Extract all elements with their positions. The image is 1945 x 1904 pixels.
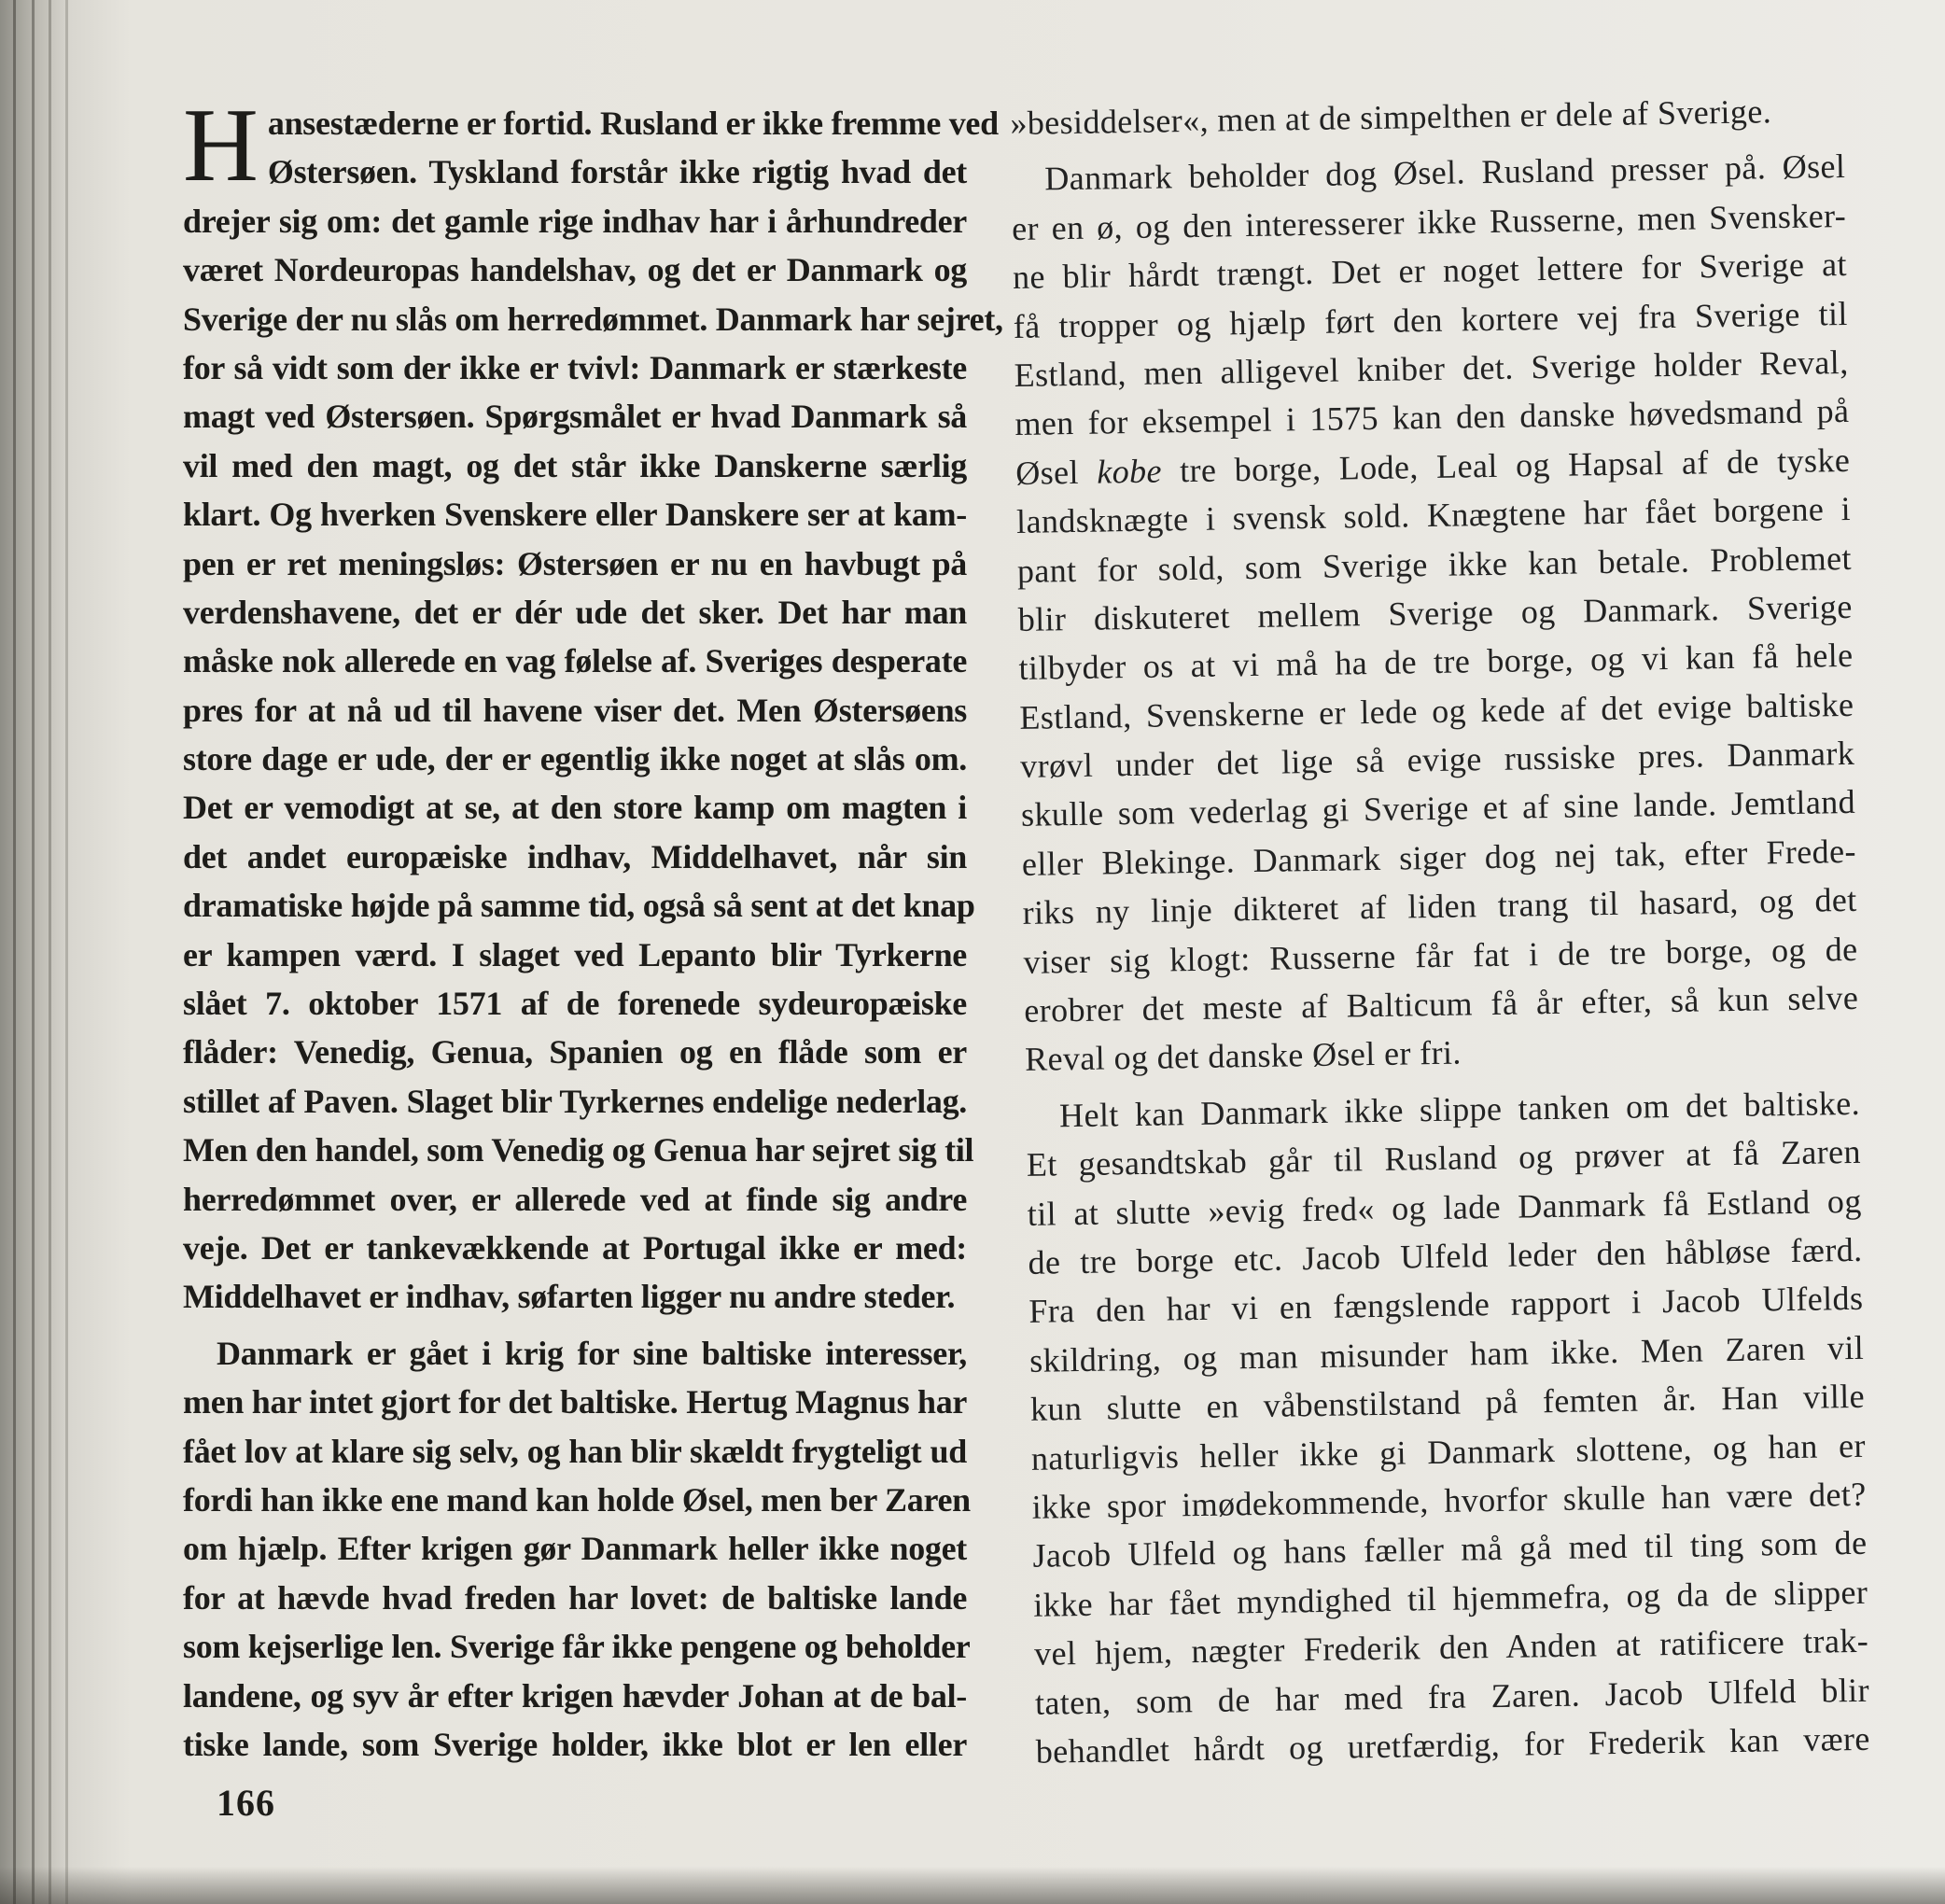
text-line: pant for sold, som Sverige ikke kan betale. Problemet xyxy=(1016,539,1853,590)
left-text-column xyxy=(183,88,1003,1769)
text-line: naturligvis heller ikke gi Danmark slottene, og han er xyxy=(1030,1426,1867,1477)
text-line: Jacob Ulfeld og hans fæller må gå med til ting som de xyxy=(1032,1524,1868,1575)
text-line: tiske lande, som Sverige holder, ikke blot er len eller xyxy=(183,1725,967,1763)
text-line: store dage er ude, der er egentlig ikke noget at slås om. xyxy=(183,740,967,778)
text-line: det andet europæiske indhav, Middelhavet, når sin xyxy=(183,837,967,875)
text-line: klart. Og hverken Svenskere eller Danskere ser at kam- xyxy=(183,496,967,534)
text-line: stillet af Paven. Slaget blir Tyrkernes endelige nederlag. xyxy=(183,1082,967,1120)
text-line: få tropper og hjælp ført den kortere vej fra Sverige til xyxy=(1013,294,1849,345)
text-line: fordi han ikke ene mand kan holde Øsel, men ber Zaren xyxy=(183,1480,971,1519)
text-line: måske nok allerede en vag følelse af. Sveriges desperate xyxy=(183,642,967,680)
text-line: Et gesandtskab går til Rusland og prøver at få Zaren xyxy=(1026,1133,1862,1184)
text-line: Fra den har vi en fængslende rapport i Jacob Ulfelds xyxy=(1028,1280,1864,1331)
drop-cap: H xyxy=(183,88,259,203)
text-line: er kampen værd. I slaget ved Lepanto blir Tyrkerne xyxy=(183,935,967,973)
text-line: riks ny linje dikteret af liden trang til hasard, og det xyxy=(1022,881,1857,932)
text-line: viser sig klogt: Russerne får fat i de tre borge, og de xyxy=(1023,930,1858,981)
text-line: Danmark er gået i krig for sine baltiske interesser, xyxy=(217,1334,967,1372)
text-line: vel hjem, nægter Frederik den Anden at ratificere trak- xyxy=(1033,1621,1869,1673)
text-line: »besiddelser«, men at de simpelthen er dele af Sverige. xyxy=(1010,92,1772,142)
text-line: Estland, men alligevel kniber det. Sverige holder Reval, xyxy=(1014,343,1849,394)
text-line: Estland, Svenskerne er lede og kede af det evige baltiske xyxy=(1019,685,1854,736)
text-line: men har intet gjort for det baltiske. Hertug Magnus har xyxy=(183,1383,968,1421)
text-line: pen er ret meningsløs: Østersøen er nu en havbugt på xyxy=(183,544,967,582)
text-line: er en ø, og den interesserer ikke Russerne, men Svensker- xyxy=(1011,196,1847,247)
text-line: for så vidt som der ikke er tvivl: Danmark er stærkeste xyxy=(183,348,967,386)
text-line: men for eksempel i 1575 kan den danske høvedsmand på xyxy=(1014,392,1850,443)
text-line: taten, som de har med fra Zaren. Jacob Ulfeld blir xyxy=(1034,1671,1870,1722)
page-shadow xyxy=(0,1867,1945,1904)
text-line: Men den handel, som Venedig og Genua har sejret sig til xyxy=(183,1131,974,1169)
text-line: Det er vemodigt at se, at den store kamp om magten i xyxy=(183,789,967,827)
text-line: pres for at nå ud til havene viser det. Men Østersøens xyxy=(183,691,967,729)
page-edge xyxy=(13,0,16,1904)
text-line: blir diskuteret mellem Sverige og Danmark. Sverige xyxy=(1017,587,1853,638)
text-line: vrøvl under det lige så evige russiske pres. Danmark xyxy=(1019,734,1855,785)
page-edge xyxy=(65,0,68,1904)
text-line: landsknægte i svensk sold. Knægtene har fået borgene i xyxy=(1015,490,1852,541)
right-text-column xyxy=(1010,86,1870,1776)
text-line: ikke har fået myndighed til hjemmefra, og da de slipper xyxy=(1033,1573,1868,1624)
text-line: erobrer det meste af Balticum få år efter, så kun selve xyxy=(1024,978,1859,1029)
text-line: skildring, og man misunder ham ikke. Men Zaren vil xyxy=(1028,1328,1865,1379)
text-line: slået 7. oktober 1571 af de forenede sydeuropæiske xyxy=(183,985,967,1023)
italic-word: kobe xyxy=(1096,452,1163,491)
text-line: skulle som vederlag gi Sverige et af sine lande. Jemtland xyxy=(1020,783,1856,834)
text-line: behandlet hårdt og uretfærdig, for Frederik kan være xyxy=(1035,1719,1871,1771)
text-line: veje. Det er tankevækkende at Portugal ikke er med: xyxy=(183,1228,967,1267)
text-line: Sverige der nu slås om herredømmet. Danmark har sejret, xyxy=(183,300,1003,338)
text-run: Øsel xyxy=(1014,453,1080,492)
text-line: de tre borge etc. Jacob Ulfeld leder den håbløse færd. xyxy=(1028,1230,1863,1281)
text-line: dramatiske højde på samme tid, også så sent at det knap xyxy=(183,887,975,925)
text-line: magt ved Østersøen. Spørgsmålet er hvad Danmark så xyxy=(183,398,967,436)
text-line: ansestæderne er fortid. Rusland er ikke fremme ved xyxy=(267,105,999,142)
page-edge xyxy=(32,0,35,1904)
text-line: herredømmet over, er allerede ved at finde sig andre xyxy=(183,1180,967,1218)
text-line: ne blir hårdt trængt. Det er noget lettere for Sverige at xyxy=(1012,245,1848,297)
text-line: for at hævde hvad freden har lovet: de baltiske lande xyxy=(183,1578,967,1617)
page-number: 166 xyxy=(217,1782,275,1824)
text-line: kun slutte en våbenstilstand på femten år. Han ville xyxy=(1029,1377,1866,1428)
text-line: om hjælp. Efter krigen gør Danmark heller ikke noget xyxy=(183,1530,967,1568)
text-line: vil med den magt, og det står ikke Danskerne særlig xyxy=(183,446,967,484)
text-line: eller Blekinge. Danmark siger dog nej tak, efter Frede- xyxy=(1021,832,1857,883)
text-line: Reval og det danske Øsel er fri. xyxy=(1024,1033,1462,1079)
text-line: landene, og syv år efter krigen hævder Johan at de bal- xyxy=(183,1676,967,1715)
page-edge xyxy=(49,0,51,1904)
text-line: som kejserlige len. Sverige får ikke pengene og beholder xyxy=(183,1628,971,1666)
text-run: tre borge, Lode, Leal og Hapsal af de tyske xyxy=(1179,441,1851,489)
text-line: fået lov at klare sig selv, og han blir skældt frygteligt ud xyxy=(183,1432,967,1470)
text-line: Middelhavet er indhav, søfarten ligger nu andre steder. xyxy=(183,1278,956,1316)
text-line: Danmark beholder dog Øsel. Rusland presser på. Øsel xyxy=(1044,147,1846,198)
text-line: været Nordeuropas handelshav, og det er Danmark og xyxy=(183,251,967,289)
text-line: flåder: Venedig, Genua, Spanien og en flåde som er xyxy=(183,1033,967,1071)
text-line: drejer sig om: det gamle rige indhav har i århundreder xyxy=(183,202,967,240)
text-line: til at slutte »evig fred« og lade Danmark få Estland og xyxy=(1027,1182,1862,1233)
text-line: Helt kan Danmark ikke slippe tanken om det baltiske. xyxy=(1058,1084,1861,1135)
text-line: verdenshavene, det er dér ude det sker. Det har man xyxy=(183,593,967,631)
text-line: tilbyder os at vi må ha de tre borge, og vi kan få hele xyxy=(1018,637,1854,688)
text-line: Østersøen. Tyskland forstår ikke rigtig hvad det xyxy=(267,153,967,191)
text-line: ikke spor imødekommende, hvorfor skulle han være det? xyxy=(1031,1475,1867,1526)
